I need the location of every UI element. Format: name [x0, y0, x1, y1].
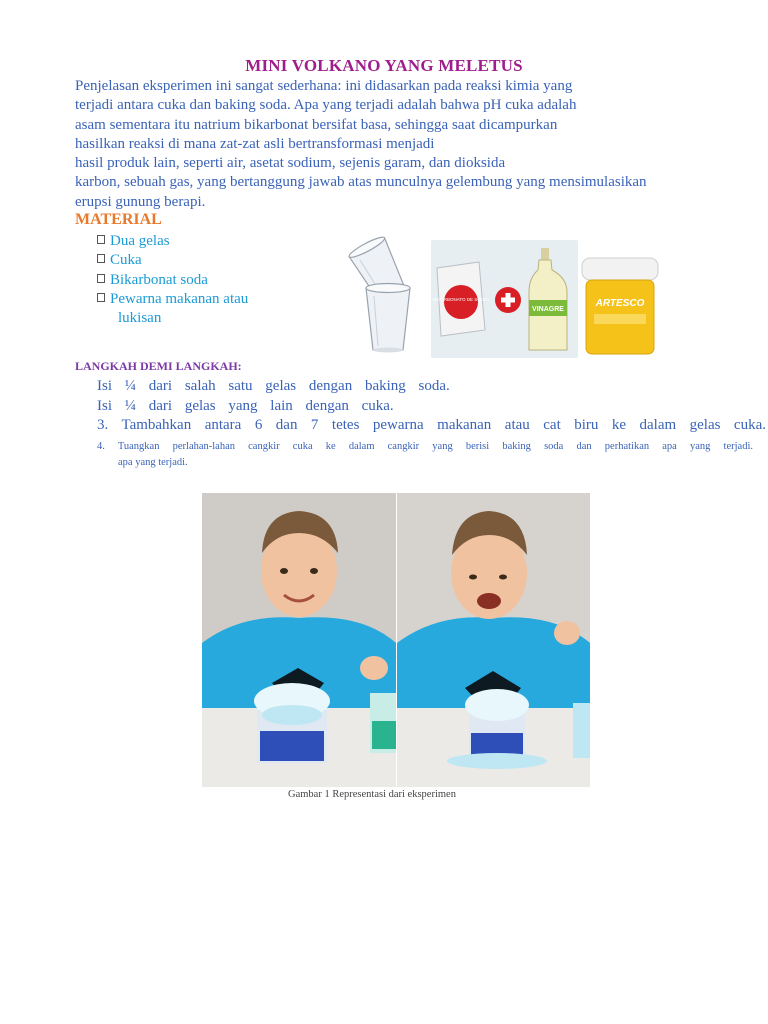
steps-heading: LANGKAH DEMI LANGKAH:: [75, 359, 242, 373]
paint-jar-image: [580, 256, 660, 358]
intro-line: karbon, sebuah gas, yang bertanggung jawab atas munculnya gelembung yang mensimulasikan: [75, 174, 647, 191]
intro-line: Penjelasan eksperimen ini sangat sederhana: ini didasarkan pada reaksi kimia yang: [75, 78, 573, 94]
list-item: [97, 232, 248, 251]
page-title: MINI VOLKANO YANG MELETUS: [245, 56, 523, 75]
intro-paragraph: [75, 77, 745, 212]
plastic-cups-image: [340, 230, 430, 360]
step-1: Isi ¼ dari salah satu gelas dengan baking soda.: [97, 378, 450, 394]
bullet-box-icon: [97, 274, 105, 283]
intro-line: hasil produk lain, seperti air, asetat sodium, sejenis garam, dan dioksida: [75, 155, 506, 172]
material-item-label: Bikarbonat soda: [110, 271, 208, 288]
bullet-box-icon: [97, 254, 105, 263]
jar-brand-label: ARTESCO: [595, 298, 645, 309]
list-item: [97, 271, 248, 290]
material-item-label: Cuka: [110, 252, 142, 269]
figure-caption: Gambar 1 Representasi dari eksperimen: [288, 789, 456, 800]
experiment-photo-2: [397, 493, 590, 787]
list-item: [97, 290, 248, 309]
list-item: [97, 251, 248, 270]
intro-line: terjadi antara cuka dan baking soda. Apa yang terjadi adalah bahwa pH cuka adalah: [75, 97, 577, 114]
bottle-label: VINAGRE: [532, 306, 564, 313]
material-item-label: Pewarna makanan atau: [110, 290, 249, 307]
step-2: Isi ¼ dari gelas yang lain dengan cuka.: [97, 398, 394, 414]
step-3: 3. Tambahkan antara 6 dan 7 tetes pewarna makanan atau cat biru ke dalam gelas cuka.: [97, 417, 766, 433]
step-4: 4. Tuangkan perlahan-lahan cangkir cuka ke dalam cangkir yang berisi baking soda dan perhatikan apa yang terjadi.: [97, 441, 753, 452]
experiment-photo-1: [202, 493, 396, 787]
packet-label: BICARBONATO DE SODIO: [433, 297, 489, 302]
bullet-box-icon: [97, 235, 105, 244]
intro-line: erupsi gunung berapi.: [75, 193, 206, 210]
bullet-box-icon: [97, 293, 105, 302]
baking-soda-vinegar-image: [431, 240, 578, 358]
list-item-continuation: lukisan: [118, 310, 162, 327]
material-item-label: Dua gelas: [110, 233, 170, 249]
ingredients-illustration: [431, 240, 578, 358]
intro-line: asam sementara itu natrium bikarbonat bersifat basa, sehingga saat dicampurkan: [75, 116, 558, 133]
step-4-continuation: apa yang terjadi.: [118, 457, 188, 468]
material-heading: MATERIAL: [75, 211, 162, 228]
intro-line: hasilkan reaksi di mana zat-zat asli bertransformasi menjadi: [75, 135, 435, 152]
material-list: [97, 232, 248, 328]
